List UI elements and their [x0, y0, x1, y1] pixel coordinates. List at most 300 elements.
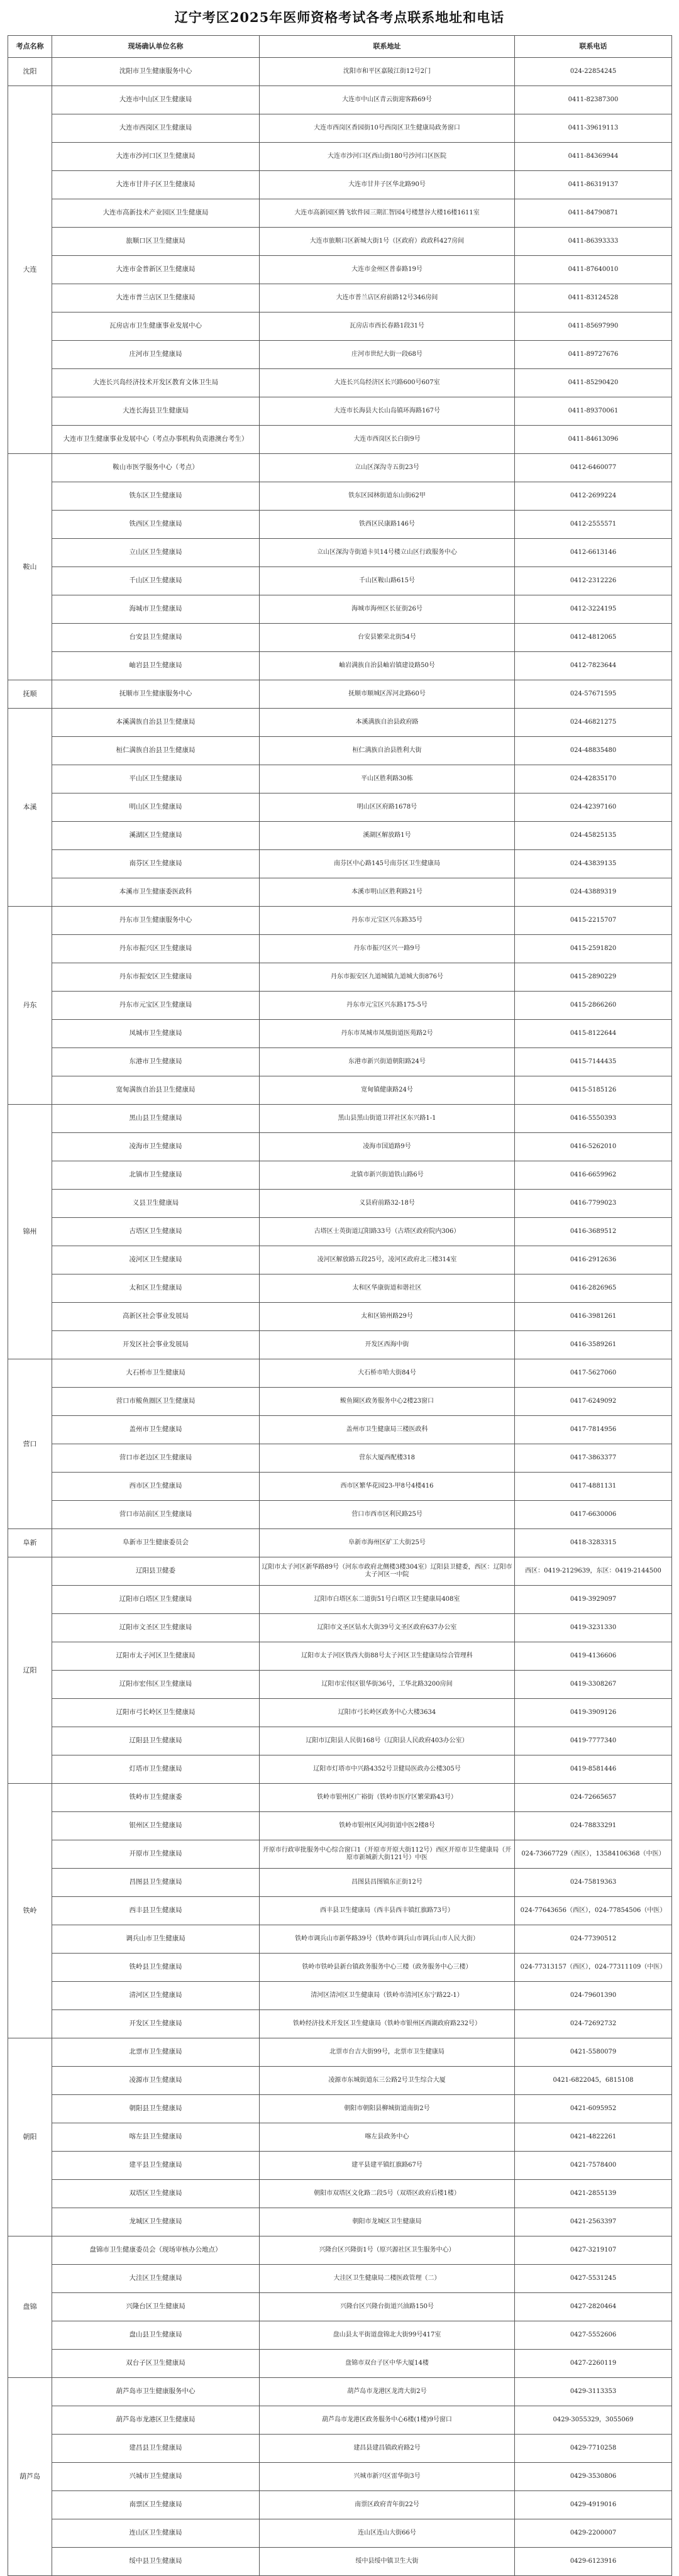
unit-name-cell: 绥中县卫生健康局 [52, 2548, 260, 2576]
table-row [8, 426, 672, 454]
unit-name-cell: 大连市普兰店区卫生健康局 [52, 284, 260, 312]
phone-cell: 0411-89727676 [515, 341, 672, 369]
address-cell: 平山区胜利路30栋 [260, 765, 515, 793]
address-cell: 铁岭市银州区广裕街（铁岭市医疗区繁荣路43号） [260, 1784, 515, 1812]
table-row [8, 624, 672, 652]
contact-table [8, 35, 672, 2576]
phone-cell: 0429-3530806 [515, 2463, 672, 2491]
table-row [8, 737, 672, 765]
phone-cell: 024-42397160 [515, 793, 672, 822]
phone-cell: 0421-7578400 [515, 2152, 672, 2180]
unit-name-cell: 台安县卫生健康局 [52, 624, 260, 652]
table-row [8, 1020, 672, 1048]
unit-name-cell: 铁东区卫生健康局 [52, 482, 260, 511]
table-row [8, 1246, 672, 1274]
table-row [8, 1501, 672, 1529]
table-row [8, 369, 672, 397]
phone-cell: 0427-5552606 [515, 2321, 672, 2350]
unit-name-cell: 大洼区卫生健康局 [52, 2265, 260, 2293]
unit-name-cell: 丹东市卫生健康服务中心 [52, 907, 260, 935]
phone-cell: 0411-39619113 [515, 114, 672, 143]
unit-name-cell: 营口市站前区卫生健康局 [52, 1501, 260, 1529]
unit-name-cell: 凌河区卫生健康局 [52, 1246, 260, 1274]
unit-name-cell: 调兵山市卫生健康局 [52, 1925, 260, 1954]
phone-cell: 0416-3589261 [515, 1331, 672, 1359]
phone-cell: 0421-5580079 [515, 2038, 672, 2067]
header-address: 联系地址 [260, 36, 515, 58]
table-row [8, 765, 672, 793]
unit-name-cell: 兴城市卫生健康局 [52, 2463, 260, 2491]
unit-name-cell: 立山区卫生健康局 [52, 539, 260, 567]
table-row [8, 1105, 672, 1133]
phone-cell: 0416-2912636 [515, 1246, 672, 1274]
table-row [8, 2350, 672, 2378]
phone-cell: 0412-4812065 [515, 624, 672, 652]
table-row [8, 1586, 672, 1614]
unit-name-cell: 灯塔市卫生健康局 [52, 1755, 260, 1784]
unit-name-cell: 铁西区卫生健康局 [52, 511, 260, 539]
address-cell: 喀左县政务中心 [260, 2123, 515, 2152]
address-cell: 连山区连山大街66号 [260, 2519, 515, 2548]
unit-name-cell: 昌图县卫生健康局 [52, 1869, 260, 1897]
unit-name-cell: 桓仁满族自治县卫生健康局 [52, 737, 260, 765]
table-row [8, 1161, 672, 1190]
phone-cell: 0419-4136606 [515, 1642, 672, 1671]
unit-name-cell: 喀左县卫生健康局 [52, 2123, 260, 2152]
table-row [8, 850, 672, 878]
table-row [8, 2321, 672, 2350]
address-cell: 开原市行政审批服务中心综合窗口1（开原市开原大街112号）西区开原市卫生健康局（开原市新城新大街121号）中医 [260, 1840, 515, 1869]
phone-cell: 0415-2890229 [515, 963, 672, 992]
table-row [8, 2180, 672, 2208]
address-cell: 清河区清河区卫生健康局（铁岭市清河区东宁路22-1） [260, 1982, 515, 2010]
table-row [8, 567, 672, 595]
unit-name-cell: 抚顺市卫生健康服务中心 [52, 680, 260, 709]
unit-name-cell: 盘山县卫生健康局 [52, 2321, 260, 2350]
phone-cell: 0412-7823644 [515, 652, 672, 680]
unit-name-cell: 辽阳市文圣区卫生健康局 [52, 1614, 260, 1642]
table-row [8, 2463, 672, 2491]
address-cell: 建平县建平镇红旗路67号 [260, 2152, 515, 2180]
unit-name-cell: 大连市金普新区卫生健康局 [52, 256, 260, 284]
phone-cell: 0416-3981261 [515, 1303, 672, 1331]
phone-cell: 0411-84369944 [515, 143, 672, 171]
table-row [8, 1982, 672, 2010]
address-cell: 铁东区园林街道东山街62甲 [260, 482, 515, 511]
phone-cell: 0429-4919016 [515, 2491, 672, 2519]
table-row [8, 1190, 672, 1218]
unit-name-cell: 葫芦岛市卫生健康服务中心 [52, 2378, 260, 2406]
table-row [8, 1529, 672, 1557]
table-row [8, 2010, 672, 2038]
address-cell: 溪湖区解放路1号 [260, 822, 515, 850]
site-name-cell: 丹东 [8, 907, 52, 1105]
table-row [8, 1048, 672, 1076]
address-cell: 海城市海州区长征街26号 [260, 595, 515, 624]
unit-name-cell: 辽阳市太子河区卫生健康局 [52, 1642, 260, 1671]
address-cell: 千山区鞍山路615号 [260, 567, 515, 595]
table-header-row [8, 36, 672, 58]
phone-cell: 024-48835480 [515, 737, 672, 765]
phone-cell: 0429-2200007 [515, 2519, 672, 2548]
phone-cell: 024-77390512 [515, 1925, 672, 1954]
site-name-cell: 沈阳 [8, 58, 52, 86]
phone-cell: 024-45825135 [515, 822, 672, 850]
table-row [8, 2519, 672, 2548]
phone-cell: 024-57671595 [515, 680, 672, 709]
site-name-cell: 营口 [8, 1359, 52, 1529]
unit-name-cell: 朝阳县卫生健康局 [52, 2095, 260, 2123]
table-row [8, 341, 672, 369]
address-cell: 朝阳市龙城区卫生健康局 [260, 2208, 515, 2236]
phone-cell: 0429-7710258 [515, 2435, 672, 2463]
unit-name-cell: 盘锦市卫生健康委员会（现场审核办公地点） [52, 2236, 260, 2265]
table-row [8, 2548, 672, 2576]
unit-name-cell: 南芬区卫生健康局 [52, 850, 260, 878]
table-row [8, 2067, 672, 2095]
unit-name-cell: 营口市鲅鱼圈区卫生健康局 [52, 1388, 260, 1416]
table-row [8, 1133, 672, 1161]
unit-name-cell: 建平县卫生健康局 [52, 2152, 260, 2180]
phone-cell: 0412-3224195 [515, 595, 672, 624]
phone-cell: 0416-2826965 [515, 1274, 672, 1303]
phone-cell: 0412-6613146 [515, 539, 672, 567]
table-row [8, 935, 672, 963]
unit-name-cell: 义县卫生健康局 [52, 1190, 260, 1218]
address-cell: 西市区繁华花园23-甲8号4楼416 [260, 1473, 515, 1501]
table-row [8, 2123, 672, 2152]
address-cell: 营口市西市区利民路25号 [260, 1501, 515, 1529]
address-cell: 东港市新兴街道朝阳路24号 [260, 1048, 515, 1076]
unit-name-cell: 大连市西岗区卫生健康局 [52, 114, 260, 143]
phone-cell: 0421-6095952 [515, 2095, 672, 2123]
address-cell: 丹东市凤城市凤凰街道医苑路2号 [260, 1020, 515, 1048]
unit-name-cell: 开发区卫生健康局 [52, 2010, 260, 2038]
table-row [8, 793, 672, 822]
address-cell: 大连市旅顺口区新城大街1号（区政府）政政科427房间 [260, 228, 515, 256]
unit-name-cell: 铁岭市卫生健康委 [52, 1784, 260, 1812]
unit-name-cell: 辽阳县卫健委 [52, 1557, 260, 1586]
table-row [8, 1557, 672, 1586]
unit-name-cell: 丹东市振安区卫生健康局 [52, 963, 260, 992]
unit-name-cell: 本溪满族自治县卫生健康局 [52, 709, 260, 737]
address-cell: 义县府前路32-18号 [260, 1190, 515, 1218]
table-row [8, 86, 672, 114]
phone-cell: 0415-2866260 [515, 992, 672, 1020]
table-row [8, 1671, 672, 1699]
phone-cell: 0416-3689512 [515, 1218, 672, 1246]
address-cell: 辽阳市白塔区东二道街51号白塔区卫生健康局408室 [260, 1586, 515, 1614]
unit-name-cell: 双塔区卫生健康局 [52, 2180, 260, 2208]
unit-name-cell: 建昌县卫生健康局 [52, 2435, 260, 2463]
table-row [8, 1727, 672, 1755]
table-row [8, 992, 672, 1020]
phone-cell: 0412-2699224 [515, 482, 672, 511]
unit-name-cell: 北票市卫生健康局 [52, 2038, 260, 2067]
phone-cell: 0415-7144435 [515, 1048, 672, 1076]
table-row [8, 680, 672, 709]
site-name-cell: 朝阳 [8, 2038, 52, 2236]
phone-cell: 024-43889319 [515, 878, 672, 907]
phone-cell: 0429-6123916 [515, 2548, 672, 2576]
phone-cell: 0417-6630006 [515, 1501, 672, 1529]
address-cell: 宽甸镇健康路24号 [260, 1076, 515, 1105]
phone-cell: 0415-5185126 [515, 1076, 672, 1105]
address-cell: 辽阳市辽阳县人民街168号（辽阳县人民政府403办公室） [260, 1727, 515, 1755]
address-cell: 大洼区卫生健康局二楼医政管理（二） [260, 2265, 515, 2293]
unit-name-cell: 海城市卫生健康局 [52, 595, 260, 624]
site-name-cell: 盘锦 [8, 2236, 52, 2378]
site-name-cell: 大连 [8, 86, 52, 454]
phone-cell: 0419-3929097 [515, 1586, 672, 1614]
address-cell: 丹东市元宝区兴东路175-5号 [260, 992, 515, 1020]
address-cell: 铁岭市调兵山市新华路39号（铁岭市调兵山市调兵山市人民大街） [260, 1925, 515, 1954]
site-name-cell: 阜新 [8, 1529, 52, 1557]
table-row [8, 539, 672, 567]
address-cell: 铁岭经济技术开发区卫生健康局（铁岭市银州区西湖政府路232号） [260, 2010, 515, 2038]
table-row [8, 397, 672, 426]
phone-cell: 0411-85290420 [515, 369, 672, 397]
table-row [8, 2208, 672, 2236]
phone-cell: 0419-3308267 [515, 1671, 672, 1699]
unit-name-cell: 东港市卫生健康局 [52, 1048, 260, 1076]
phone-cell: 024-42835170 [515, 765, 672, 793]
address-cell: 盘山县太平街道盘锦北大街99号417室 [260, 2321, 515, 2350]
unit-name-cell: 太和区卫生健康局 [52, 1274, 260, 1303]
address-cell: 营东大厦西配楼318 [260, 1444, 515, 1473]
table-row [8, 2265, 672, 2293]
unit-name-cell: 黑山县卫生健康局 [52, 1105, 260, 1133]
site-name-cell: 葫芦岛 [8, 2378, 52, 2576]
address-cell: 黑山县黑山街道卫祥社区东兴路1-1 [260, 1105, 515, 1133]
unit-name-cell: 千山区卫生健康局 [52, 567, 260, 595]
unit-name-cell: 凌海市卫生健康局 [52, 1133, 260, 1161]
unit-name-cell: 平山区卫生健康局 [52, 765, 260, 793]
address-cell: 西丰县卫生健康局（西丰县西丰镇红旗路73号） [260, 1897, 515, 1925]
unit-name-cell: 营口市老边区卫生健康局 [52, 1444, 260, 1473]
address-cell: 凌海市国道路9号 [260, 1133, 515, 1161]
unit-name-cell: 大连长兴岛经济技术开发区教育文体卫生局 [52, 369, 260, 397]
address-cell: 昌图县昌图镇东正街12号 [260, 1869, 515, 1897]
unit-name-cell: 大连市中山区卫生健康局 [52, 86, 260, 114]
phone-cell: 0415-8122644 [515, 1020, 672, 1048]
address-cell: 盘锦市双台子区中华大厦14楼 [260, 2350, 515, 2378]
phone-cell: 024-77313157（西区），024-77311109（中医） [515, 1954, 672, 1982]
table-row [8, 2378, 672, 2406]
address-cell: 大连市西岗区香园街10号西岗区卫生健康局政务窗口 [260, 114, 515, 143]
unit-name-cell: 北镇市卫生健康局 [52, 1161, 260, 1190]
address-cell: 桓仁满族自治县胜利大街 [260, 737, 515, 765]
address-cell: 抚顺市顺城区浑河北路60号 [260, 680, 515, 709]
table-row [8, 1274, 672, 1303]
phone-cell: 0417-6249092 [515, 1388, 672, 1416]
table-row [8, 822, 672, 850]
address-cell: 大连市高新园区腾飞软件园三期汇智园4号楼慧谷大楼16楼1611室 [260, 199, 515, 228]
table-row [8, 1303, 672, 1331]
table-body [8, 58, 672, 2576]
phone-cell: 024-73667729（西区），13584106368（中医） [515, 1840, 672, 1869]
unit-name-cell: 西丰县卫生健康局 [52, 1897, 260, 1925]
table-row [8, 878, 672, 907]
address-cell: 辽阳市宏伟区银华街36号，工华北路3200房间 [260, 1671, 515, 1699]
table-row [8, 1812, 672, 1840]
phone-cell: 0429-3113353 [515, 2378, 672, 2406]
phone-cell: 0411-83124528 [515, 284, 672, 312]
unit-name-cell: 鞍山市医学服务中心（考点） [52, 454, 260, 482]
phone-cell: 0411-87640010 [515, 256, 672, 284]
address-cell: 丹东市振安区九道城镇九道城大街876号 [260, 963, 515, 992]
address-cell: 太和区华康街道和谐社区 [260, 1274, 515, 1303]
table-row [8, 1218, 672, 1246]
phone-cell: 0418-3283315 [515, 1529, 672, 1557]
phone-cell: 024-22854245 [515, 58, 672, 86]
site-name-cell: 本溪 [8, 709, 52, 907]
unit-name-cell: 清河区卫生健康局 [52, 1982, 260, 2010]
table-row [8, 2038, 672, 2067]
site-name-cell: 辽阳 [8, 1557, 52, 1784]
table-row [8, 1755, 672, 1784]
table-row [8, 1614, 672, 1642]
table-row [8, 2236, 672, 2265]
address-cell: 立山区深沟寺街道卡贝14号楼立山区行政服务中心 [260, 539, 515, 567]
address-cell: 明山区区府路1678号 [260, 793, 515, 822]
table-row [8, 652, 672, 680]
phone-cell: 0411-86393333 [515, 228, 672, 256]
phone-cell: 024-72665657 [515, 1784, 672, 1812]
phone-cell: 0415-2215707 [515, 907, 672, 935]
phone-cell: 024-75819363 [515, 1869, 672, 1897]
address-cell: 立山区深沟寺五街23号 [260, 454, 515, 482]
table-row [8, 256, 672, 284]
address-cell: 庄河市世纪大街一段68号 [260, 341, 515, 369]
phone-cell: 0416-5262010 [515, 1133, 672, 1161]
address-cell: 建昌县建昌镇政府路2号 [260, 2435, 515, 2463]
address-cell: 大石桥市哈大街84号 [260, 1359, 515, 1388]
table-row [8, 1331, 672, 1359]
unit-name-cell: 本溪市卫生健康委医政科 [52, 878, 260, 907]
address-cell: 兴隆台区兴隆台街道兴油路150号 [260, 2293, 515, 2321]
address-cell: 南芬区中心路145号南芬区卫生健康局 [260, 850, 515, 878]
table-row [8, 58, 672, 86]
table-row [8, 199, 672, 228]
site-name-cell: 锦州 [8, 1105, 52, 1359]
unit-name-cell: 辽阳市宏伟区卫生健康局 [52, 1671, 260, 1699]
unit-name-cell: 辽阳县卫生健康局 [52, 1727, 260, 1755]
address-cell: 辽阳市太子河区铁西大街88号太子河区卫生健康局综合管理科 [260, 1642, 515, 1671]
address-cell: 朝阳市双塔区文化路二段5号（双塔区政府后楼1楼） [260, 2180, 515, 2208]
phone-cell: 0421-2563397 [515, 2208, 672, 2236]
table-row [8, 2095, 672, 2123]
phone-cell: 0417-5627060 [515, 1359, 672, 1388]
unit-name-cell: 丹东市振兴区卫生健康局 [52, 935, 260, 963]
address-cell: 辽阳市文圣区钻水大街39号文圣区政府637办公室 [260, 1614, 515, 1642]
phone-cell: 0411-86319137 [515, 171, 672, 199]
phone-cell: 0412-6460077 [515, 454, 672, 482]
address-cell: 葫芦岛市龙港区政务服务中心6楼(1楼)9号窗口 [260, 2406, 515, 2435]
table-row [8, 1925, 672, 1954]
address-cell: 岫岩满族自治县岫岩镇建设路50号 [260, 652, 515, 680]
site-name-cell: 铁岭 [8, 1784, 52, 2038]
unit-name-cell: 宽甸满族自治县卫生健康局 [52, 1076, 260, 1105]
address-cell: 铁西区民康路146号 [260, 511, 515, 539]
address-cell: 大连市甘井子区华北路90号 [260, 171, 515, 199]
unit-name-cell: 旅顺口区卫生健康局 [52, 228, 260, 256]
address-cell: 丹东市元宝区兴东路35号 [260, 907, 515, 935]
address-cell: 鲅鱼圈区政务服务中心2楼23窗口 [260, 1388, 515, 1416]
header-unit: 现场确认单位名称 [52, 36, 260, 58]
phone-cell: 0411-82387300 [515, 86, 672, 114]
table-row [8, 1954, 672, 1982]
unit-name-cell: 阜新市卫生健康委员会 [52, 1529, 260, 1557]
phone-cell: 0411-85697990 [515, 312, 672, 341]
unit-name-cell: 开原市卫生健康局 [52, 1840, 260, 1869]
unit-name-cell: 大石桥市卫生健康局 [52, 1359, 260, 1388]
phone-cell: 0427-2820464 [515, 2293, 672, 2321]
phone-cell: 024-43839135 [515, 850, 672, 878]
address-cell: 丹东市振兴区兴一路9号 [260, 935, 515, 963]
table-row [8, 1840, 672, 1869]
address-cell: 大连长兴岛经济区长兴路600号607室 [260, 369, 515, 397]
address-cell: 开发区西海中街 [260, 1331, 515, 1359]
unit-name-cell: 沈阳市卫生健康服务中心 [52, 58, 260, 86]
unit-name-cell: 大连市甘井子区卫生健康局 [52, 171, 260, 199]
unit-name-cell: 凤城市卫生健康局 [52, 1020, 260, 1048]
table-row [8, 143, 672, 171]
address-cell: 凌源市东城街道东三公路2号卫生综合大厦 [260, 2067, 515, 2095]
unit-name-cell: 明山区卫生健康局 [52, 793, 260, 822]
address-cell: 凌河区解放路五段25号，凌河区政府北三楼314室 [260, 1246, 515, 1274]
phone-cell: 0412-2312226 [515, 567, 672, 595]
unit-name-cell: 庄河市卫生健康局 [52, 341, 260, 369]
table-row [8, 1897, 672, 1925]
unit-name-cell: 盖州市卫生健康局 [52, 1416, 260, 1444]
address-cell: 瓦房店市西长春路1段31号 [260, 312, 515, 341]
page-title: 辽宁考区2025年医师资格考试各考点联系地址和电话 [174, 9, 505, 25]
phone-cell: 024-72692732 [515, 2010, 672, 2038]
address-cell: 本溪满族自治县政府路 [260, 709, 515, 737]
unit-name-cell: 大连市高新技术产业园区卫生健康局 [52, 199, 260, 228]
unit-name-cell: 大连市沙河口区卫生健康局 [52, 143, 260, 171]
phone-cell: 024-77643656（西区），024-77854506（中医） [515, 1897, 672, 1925]
site-name-cell: 鞍山 [8, 454, 52, 680]
unit-name-cell: 龙城区卫生健康局 [52, 2208, 260, 2236]
table-row [8, 1869, 672, 1897]
address-cell: 大连市长海县大长山岛镇环海路167号 [260, 397, 515, 426]
unit-name-cell: 大连市卫生健康事业发展中心（考点办事机构负责港澳台考生） [52, 426, 260, 454]
table-row [8, 1359, 672, 1388]
phone-cell: 0421-4822261 [515, 2123, 672, 2152]
phone-cell: 0412-2555571 [515, 511, 672, 539]
address-cell: 葫芦岛市龙港区龙湾大街2号 [260, 2378, 515, 2406]
address-cell: 大连市普兰店区府前路12号346房间 [260, 284, 515, 312]
address-cell: 大连市金州区普泰路19号 [260, 256, 515, 284]
unit-name-cell: 古塔区卫生健康局 [52, 1218, 260, 1246]
table-row [8, 1699, 672, 1727]
table-row [8, 595, 672, 624]
site-name-cell: 抚顺 [8, 680, 52, 709]
table-row [8, 2406, 672, 2435]
table-row [8, 454, 672, 482]
address-cell: 辽阳市太子河区新华路89号（河东市政府北侧楼3楼304室）辽阳县卫健委，西区：辽阳市太子河区一中院 [260, 1557, 515, 1586]
address-cell: 南票区政府青年街22号 [260, 2491, 515, 2519]
table-row [8, 963, 672, 992]
table-row [8, 1076, 672, 1105]
phone-cell: 0419-3231330 [515, 1614, 672, 1642]
table-row [8, 1388, 672, 1416]
header-site: 考点名称 [8, 36, 52, 58]
phone-cell: 0417-7814956 [515, 1416, 672, 1444]
unit-name-cell: 辽阳市白塔区卫生健康局 [52, 1586, 260, 1614]
